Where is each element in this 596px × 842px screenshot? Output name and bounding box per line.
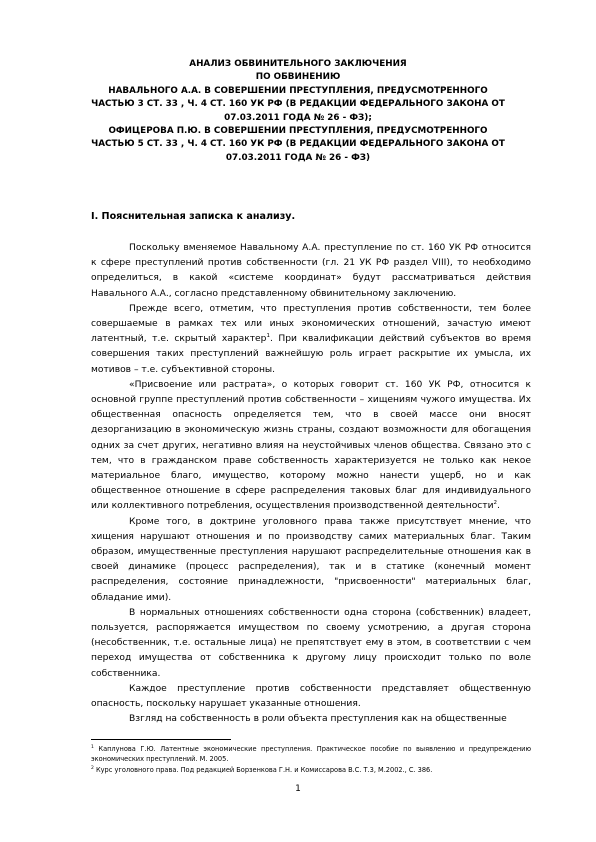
footnote-separator xyxy=(91,739,231,740)
page-number: 1 xyxy=(295,784,301,794)
paragraph: Кроме того, в доктрине уголовного права также присутствует мнение, что хищения нарушают отношения и по производству самих материальных благ. Таким образом, имущественные преступления нарушают распределительные отношения как в своей динамике (процесс распределения), так и в статике (конечный момент распределения, состояние принадлежности, "присвоенности" материальных благ, обладание ими). xyxy=(91,516,531,603)
paragraph: Взгляд на собственность в роли объекта преступления как на общественные xyxy=(129,714,507,725)
footnote: $^1$ Каплунова Г.Ю. Латентные экономические преступления. Практическое пособие по выявлению и предупреждению экономических преступлений. М. 2005. xyxy=(91,744,531,763)
footnote-mark: 1 xyxy=(91,744,94,750)
paragraph: Прежде всего, отметим, что преступления против собственности, тем более совершаемые в рамках тех или иных экономических отношений, зачастую имеют латентный, т.е. скрытый характер$^1$. При квалификации действий субъектов во время совершения таких преступлений важнейшую роль играет раскрытие их умысла, их мотивов – т.е. субъективной стороны. xyxy=(91,303,532,375)
title-line: ПО ОБВИНЕНИЮ xyxy=(255,72,341,83)
footnotes xyxy=(91,745,531,778)
paragraph: Каждое преступление против собственности представляет общественную опасность, поскольку нарушает указанные отношения. xyxy=(91,683,531,710)
document-title xyxy=(70,58,526,165)
paragraph: «Присвоение или растрата», о которых говорит ст. 160 УК РФ, относится к основной группе преступлений против собственности – хищениям чужого имущества. Их общественная опасность определяется тем, что в своей массе они вносят дезорганизацию в экономическую жизнь страны, создают возможности для обогащения одних за счет других, негативно влияя на неустойчивых членов общества. Связано это с тем, что в гражданском праве собственность характеризуется не только как некое материальное благо, имущество, которому можно нанести ущерб, но и как общественное отношение в сфере распределения таковых благ для индивидуального или коллективного потребления, осуществления производственной деятельности$^2$. xyxy=(91,379,531,512)
paragraph: Поскольку вменяемое Навальному А.А. преступление по ст. 160 УК РФ относится к сфере преступлений против собственности (гл. 21 УК РФ раздел VIII), то необходимо определиться, в какой «системе координат» будут рассматриваться действия Навального А.А., согласно представленному обвинительному заключению. xyxy=(91,243,531,299)
footnote-reference[interactable]: 2 xyxy=(493,500,498,507)
footnote-reference[interactable]: 1 xyxy=(266,333,270,340)
footnote-mark: 2 xyxy=(91,766,94,771)
title-line: 07.03.2011 ГОДА № 26 - ФЗ) xyxy=(225,152,371,163)
section-heading: I. Пояснительная записка к анализу. xyxy=(91,211,296,222)
title-line: ЧАСТЬЮ 5 СТ. 33 , Ч. 4 СТ. 160 УК РФ (В РЕДАКЦИИ ФЕДЕРАЛЬНОГО ЗАКОНА ОТ xyxy=(91,139,505,150)
title-line: ЧАСТЬЮ 3 СТ. 33 , Ч. 4 СТ. 160 УК РФ (В РЕДАКЦИИ ФЕДЕРАЛЬНОГО ЗАКОНА ОТ xyxy=(91,99,505,110)
footnote: $^2$ Курс уголовного права. Под редакцией Борзенкова Г.Н. и Комиссарова В.С. Т.3, М.2002., С. 386. xyxy=(91,766,433,775)
title-line: 07.03.2011 ГОДА № 26 - ФЗ); xyxy=(224,112,372,123)
document-body xyxy=(91,241,531,728)
paragraph: В нормальных отношениях собственности одна сторона (собственник) владеет, пользуется, распоряжается имуществом по своему усмотрению, а другая сторона (несобственник, т.е. остальные лица) не препятствует ему в этом, в соответствии с чем переход имущества от собственника к другому лицу происходит только по воле собственника. xyxy=(91,607,531,679)
title-line: АНАЛИЗ ОБВИНИТЕЛЬНОГО ЗАКЛЮЧЕНИЯ xyxy=(189,59,407,69)
title-line: ОФИЦЕРОВА П.Ю. В СОВЕРШЕНИИ ПРЕСТУПЛЕНИЯ, ПРЕДУСМОТРЕННОГО xyxy=(108,126,488,137)
title-line: НАВАЛЬНОГО А.А. В СОВЕРШЕНИИ ПРЕСТУПЛЕНИЯ, ПРЕДУСМОТРЕННОГО xyxy=(108,85,488,96)
